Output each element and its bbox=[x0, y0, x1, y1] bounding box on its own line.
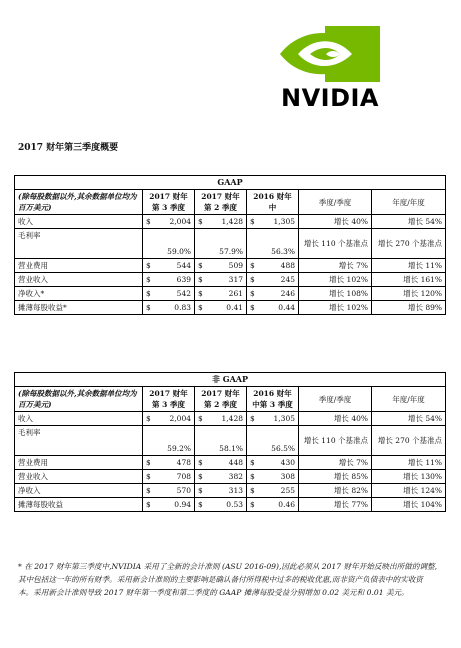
cell-value: 1,305 bbox=[255, 215, 299, 229]
cell-value: 245 bbox=[255, 273, 299, 287]
currency-sign bbox=[247, 229, 255, 259]
cell-change-yoy: 增长 104% bbox=[372, 498, 446, 512]
cell-value: 570 bbox=[151, 484, 195, 498]
currency-sign: $ bbox=[195, 498, 203, 512]
table-row bbox=[15, 470, 446, 484]
cell-value: 317 bbox=[203, 273, 247, 287]
cell-value: 246 bbox=[255, 287, 299, 301]
row-label: 收入 bbox=[15, 215, 143, 229]
currency-sign: $ bbox=[247, 470, 255, 484]
currency-sign: $ bbox=[247, 456, 255, 470]
currency-sign: $ bbox=[195, 273, 203, 287]
cell-value: 488 bbox=[255, 259, 299, 273]
table-row bbox=[15, 426, 446, 456]
currency-sign: $ bbox=[247, 301, 255, 315]
currency-sign: $ bbox=[195, 301, 203, 315]
cell-value: 1,428 bbox=[203, 215, 247, 229]
row-label: 毛利率 bbox=[15, 426, 143, 456]
cell-value: 0.53 bbox=[203, 498, 247, 512]
unit-note: (除每股数据以外,其余数据单位均为百万美元) bbox=[15, 387, 143, 412]
column-header-yoy: 年度/年度 bbox=[372, 387, 446, 412]
cell-value: 59.0% bbox=[151, 229, 195, 259]
cell-change-yoy: 增长 270 个基准点 bbox=[372, 426, 446, 456]
non-gaap-table bbox=[14, 372, 446, 512]
row-label: 收入 bbox=[15, 412, 143, 426]
column-header-q2-2017: 2017 财年第 2 季度 bbox=[195, 190, 247, 215]
currency-sign: $ bbox=[143, 412, 151, 426]
table-group-header: GAAP bbox=[15, 176, 446, 190]
currency-sign: $ bbox=[195, 412, 203, 426]
currency-sign: $ bbox=[247, 484, 255, 498]
cell-change-yoy: 增长 124% bbox=[372, 484, 446, 498]
cell-value: 542 bbox=[151, 287, 195, 301]
cell-change-qoq: 增长 110 个基准点 bbox=[299, 426, 372, 456]
gaap-table bbox=[14, 175, 446, 315]
brand-wordmark: NVIDIA bbox=[280, 84, 379, 112]
cell-value: 261 bbox=[203, 287, 247, 301]
cell-change-qoq: 增长 77% bbox=[299, 498, 372, 512]
column-header-qoq: 季度/季度 bbox=[299, 387, 372, 412]
cell-value: 2,004 bbox=[151, 215, 195, 229]
cell-value: 708 bbox=[151, 470, 195, 484]
cell-change-yoy: 增长 89% bbox=[372, 301, 446, 315]
currency-sign: $ bbox=[247, 215, 255, 229]
column-header-q3-2016: 2016 财年中 bbox=[247, 190, 299, 215]
table-row bbox=[15, 456, 446, 470]
currency-sign: $ bbox=[247, 412, 255, 426]
cell-value: 0.44 bbox=[255, 301, 299, 315]
column-header-q3-2017: 2017 财年第 3 季度 bbox=[143, 387, 195, 412]
table-row bbox=[15, 484, 446, 498]
cell-change-yoy: 增长 130% bbox=[372, 470, 446, 484]
table-row bbox=[15, 229, 446, 259]
currency-sign: $ bbox=[143, 215, 151, 229]
cell-change-yoy: 增长 161% bbox=[372, 273, 446, 287]
cell-value: 59.2% bbox=[151, 426, 195, 456]
table-row bbox=[15, 273, 446, 287]
column-header-q2-2017: 2017 财年第 2 季度 bbox=[195, 387, 247, 412]
cell-change-yoy: 增长 54% bbox=[372, 412, 446, 426]
currency-sign: $ bbox=[247, 287, 255, 301]
cell-value: 544 bbox=[151, 259, 195, 273]
cell-change-qoq: 增长 7% bbox=[299, 456, 372, 470]
document-title: 2017 财年第三季度概要 bbox=[18, 143, 119, 153]
cell-change-yoy: 增长 11% bbox=[372, 259, 446, 273]
cell-change-qoq: 增长 40% bbox=[299, 215, 372, 229]
cell-value: 478 bbox=[151, 456, 195, 470]
column-header-qoq: 季度/季度 bbox=[299, 190, 372, 215]
column-header-yoy: 年度/年度 bbox=[372, 190, 446, 215]
table-row bbox=[15, 215, 446, 229]
table-row bbox=[15, 412, 446, 426]
currency-sign: $ bbox=[143, 456, 151, 470]
table-row bbox=[15, 259, 446, 273]
currency-sign: $ bbox=[143, 273, 151, 287]
currency-sign bbox=[143, 229, 151, 259]
cell-value: 57.9% bbox=[203, 229, 247, 259]
currency-sign: $ bbox=[143, 470, 151, 484]
cell-value: 56.3% bbox=[255, 229, 299, 259]
currency-sign: $ bbox=[143, 301, 151, 315]
cell-change-qoq: 增长 7% bbox=[299, 259, 372, 273]
column-header-q3-2016: 2016 财年中第 3 季度 bbox=[247, 387, 299, 412]
cell-value: 382 bbox=[203, 470, 247, 484]
row-label: 净收入* bbox=[15, 287, 143, 301]
currency-sign: $ bbox=[195, 287, 203, 301]
currency-sign: $ bbox=[195, 484, 203, 498]
table-group-header: 非 GAAP bbox=[15, 373, 446, 387]
nvidia-eye-icon bbox=[270, 20, 390, 90]
cell-value: 0.94 bbox=[151, 498, 195, 512]
currency-sign bbox=[247, 426, 255, 456]
row-label: 营业费用 bbox=[15, 259, 143, 273]
table-row bbox=[15, 498, 446, 512]
row-label: 摊薄每股收益* bbox=[15, 301, 143, 315]
row-label: 营业费用 bbox=[15, 456, 143, 470]
unit-note: (除每股数据以外,其余数据单位均为百万美元) bbox=[15, 190, 143, 215]
currency-sign: $ bbox=[195, 456, 203, 470]
cell-value: 58.1% bbox=[203, 426, 247, 456]
row-label: 净收入 bbox=[15, 484, 143, 498]
cell-value: 2,004 bbox=[151, 412, 195, 426]
cell-value: 0.46 bbox=[255, 498, 299, 512]
cell-value: 448 bbox=[203, 456, 247, 470]
currency-sign: $ bbox=[195, 259, 203, 273]
currency-sign bbox=[195, 426, 203, 456]
cell-change-qoq: 增长 82% bbox=[299, 484, 372, 498]
currency-sign: $ bbox=[195, 470, 203, 484]
cell-value: 1,305 bbox=[255, 412, 299, 426]
column-header-q3-2017: 2017 财年第 3 季度 bbox=[143, 190, 195, 215]
cell-value: 0.83 bbox=[151, 301, 195, 315]
cell-value: 255 bbox=[255, 484, 299, 498]
currency-sign: $ bbox=[143, 287, 151, 301]
row-label: 摊薄每股收益 bbox=[15, 498, 143, 512]
cell-value: 56.5% bbox=[255, 426, 299, 456]
table-row bbox=[15, 301, 446, 315]
cell-value: 509 bbox=[203, 259, 247, 273]
footnote: * 在 2017 财年第三季度中,NVIDIA 采用了全新的会计准则 (ASU 2016-09),因此必须从 2017 财年开始反映出所做的调整,其中包括这一年的所有财季。采用新会计准则的主要影响是确认备付所得税中过多的税收优惠,而非资产负债表中的实收资本。采用新会计准则导致 2017 财年第一季度和第二季度的 GAAP 摊薄每股受益分别增加 0.02 美元和 0.01 美元。 bbox=[18, 562, 438, 597]
cell-value: 313 bbox=[203, 484, 247, 498]
currency-sign: $ bbox=[143, 498, 151, 512]
cell-value: 1,428 bbox=[203, 412, 247, 426]
cell-change-qoq: 增长 40% bbox=[299, 412, 372, 426]
currency-sign bbox=[143, 426, 151, 456]
currency-sign: $ bbox=[247, 498, 255, 512]
cell-value: 308 bbox=[255, 470, 299, 484]
cell-value: 639 bbox=[151, 273, 195, 287]
cell-change-qoq: 增长 108% bbox=[299, 287, 372, 301]
cell-change-qoq: 增长 110 个基准点 bbox=[299, 229, 372, 259]
cell-change-qoq: 增长 85% bbox=[299, 470, 372, 484]
row-label: 毛利率 bbox=[15, 229, 143, 259]
table-row bbox=[15, 287, 446, 301]
cell-change-qoq: 增长 102% bbox=[299, 273, 372, 287]
currency-sign: $ bbox=[143, 259, 151, 273]
cell-change-yoy: 增长 120% bbox=[372, 287, 446, 301]
cell-change-yoy: 增长 11% bbox=[372, 456, 446, 470]
currency-sign: $ bbox=[247, 259, 255, 273]
row-label: 营业收入 bbox=[15, 470, 143, 484]
row-label: 营业收入 bbox=[15, 273, 143, 287]
cell-change-yoy: 增长 270 个基准点 bbox=[372, 229, 446, 259]
currency-sign: $ bbox=[195, 215, 203, 229]
currency-sign: $ bbox=[247, 273, 255, 287]
cell-change-qoq: 增长 102% bbox=[299, 301, 372, 315]
currency-sign: $ bbox=[143, 484, 151, 498]
currency-sign bbox=[195, 229, 203, 259]
cell-change-yoy: 增长 54% bbox=[372, 215, 446, 229]
cell-value: 0.41 bbox=[203, 301, 247, 315]
cell-value: 430 bbox=[255, 456, 299, 470]
